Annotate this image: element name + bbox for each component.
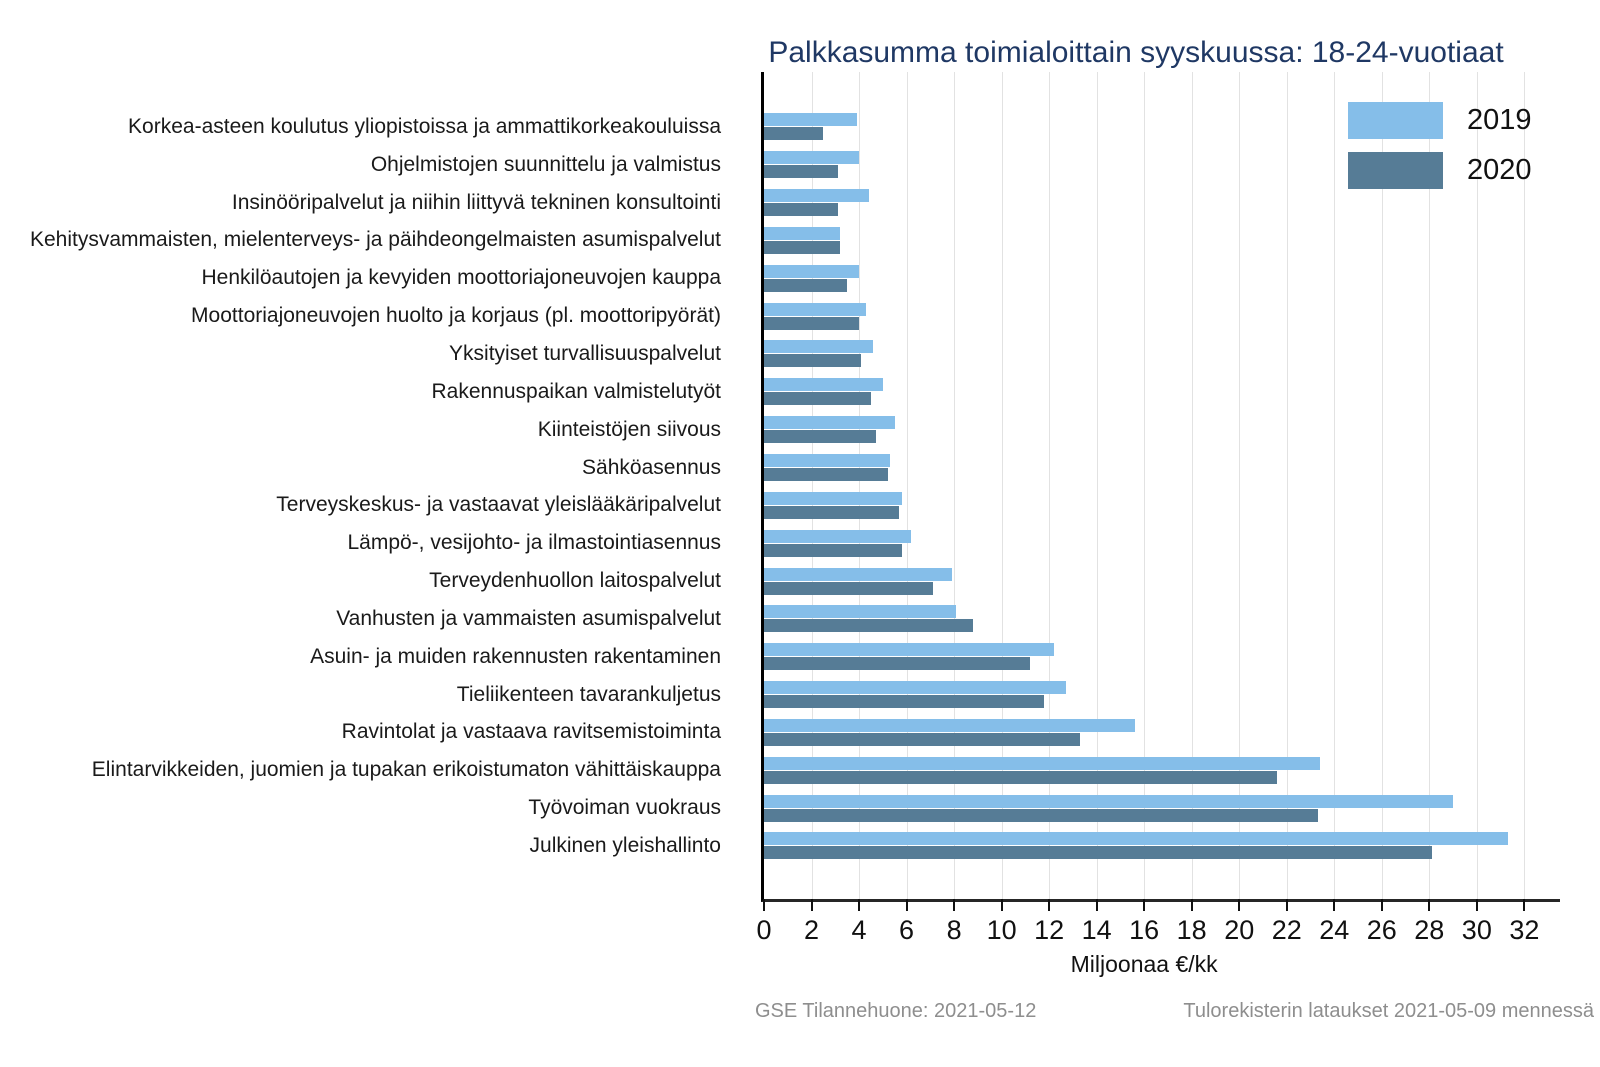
category-label: Kehitysvammaisten, mielenterveys- ja päihdeongelmaisten asumispalvelut bbox=[29, 228, 721, 252]
bar-group-row bbox=[764, 411, 1560, 449]
category-label: Rakennuspaikan valmistelutyöt bbox=[431, 379, 721, 403]
category-label: Yksityiset turvallisuuspalvelut bbox=[449, 341, 721, 365]
bar-2020 bbox=[764, 392, 871, 405]
x-tick-24 bbox=[1333, 899, 1335, 911]
bar-group-row bbox=[764, 259, 1560, 297]
bar-2020 bbox=[764, 544, 902, 557]
x-tick-4 bbox=[858, 899, 860, 911]
x-tick-8 bbox=[953, 899, 955, 911]
category-label: Terveydenhuollon laitospalvelut bbox=[429, 569, 721, 593]
x-tick-22 bbox=[1286, 899, 1288, 911]
bar-2020 bbox=[764, 317, 859, 330]
bar-2020 bbox=[764, 771, 1277, 784]
plot-area bbox=[756, 72, 1560, 977]
bar-group-row bbox=[764, 714, 1560, 752]
x-tick-6 bbox=[906, 899, 908, 911]
bar-group-row bbox=[764, 638, 1560, 676]
bar-2020 bbox=[764, 695, 1044, 708]
category-label: Lämpö-, vesijohto- ja ilmastointiasennus bbox=[347, 531, 721, 555]
bar-2019 bbox=[764, 227, 840, 240]
bar-group-row bbox=[764, 676, 1560, 714]
x-tick-0 bbox=[763, 899, 765, 911]
bar-2020 bbox=[764, 127, 823, 140]
x-tick-2 bbox=[811, 899, 813, 911]
bar-2019 bbox=[764, 492, 902, 505]
x-tick-label-32: 32 bbox=[1509, 915, 1540, 945]
x-tick-label-30: 30 bbox=[1461, 915, 1492, 945]
bar-2020 bbox=[764, 506, 899, 519]
x-tick-label-24: 24 bbox=[1319, 915, 1350, 945]
x-tick-label-4: 4 bbox=[851, 915, 867, 945]
category-label: Korkea-asteen koulutus yliopistoissa ja ammattikorkeakouluissa bbox=[128, 114, 721, 138]
bar-2019 bbox=[764, 416, 895, 429]
bar-2019 bbox=[764, 265, 859, 278]
category-label: Työvoiman vuokraus bbox=[528, 796, 721, 820]
bar-2019 bbox=[764, 681, 1066, 694]
bar-group-row bbox=[764, 789, 1560, 827]
bar-group-row bbox=[764, 297, 1560, 335]
bar-2019 bbox=[764, 454, 890, 467]
bar-group-row bbox=[764, 184, 1560, 222]
bar-2020 bbox=[764, 430, 876, 443]
x-tick-label-2: 2 bbox=[804, 915, 820, 945]
category-label: Tieliikenteen tavarankuljetus bbox=[456, 682, 721, 706]
legend-label-2019: 2019 bbox=[1467, 104, 1532, 136]
bar-2019 bbox=[764, 151, 859, 164]
footer-source-left: GSE Tilannehuone: 2021-05-12 bbox=[755, 1000, 1037, 1022]
bar-2020 bbox=[764, 279, 847, 292]
x-tick-label-0: 0 bbox=[756, 915, 772, 945]
bar-group-row bbox=[764, 562, 1560, 600]
bar-2019 bbox=[764, 757, 1320, 770]
category-label: Moottoriajoneuvojen huolto ja korjaus (pl. moottoripyörät) bbox=[191, 304, 721, 328]
bar-2020 bbox=[764, 165, 838, 178]
x-tick-label-20: 20 bbox=[1224, 915, 1255, 945]
x-tick-label-14: 14 bbox=[1081, 915, 1112, 945]
x-tick-label-10: 10 bbox=[986, 915, 1017, 945]
category-label: Ravintolat ja vastaava ravitsemistoiminta bbox=[341, 720, 721, 744]
y-axis-category-labels bbox=[0, 108, 741, 865]
bar-2020 bbox=[764, 468, 888, 481]
category-label: Insinööripalvelut ja niihin liittyvä tekninen konsultointi bbox=[231, 190, 721, 214]
category-label: Ohjelmistojen suunnittelu ja valmistus bbox=[370, 152, 721, 176]
x-tick-label-26: 26 bbox=[1366, 915, 1397, 945]
category-label: Henkilöautojen ja kevyiden moottoriajoneuvojen kauppa bbox=[201, 266, 721, 290]
bar-2020 bbox=[764, 582, 933, 595]
x-tick-12 bbox=[1048, 899, 1050, 911]
x-tick-14 bbox=[1096, 899, 1098, 911]
bar-group-row bbox=[764, 486, 1560, 524]
bar-2020 bbox=[764, 733, 1080, 746]
category-label: Kiinteistöjen siivous bbox=[537, 417, 721, 441]
footer-source-right: Tulorekisterin lataukset 2021-05-09 mennessä bbox=[1183, 1000, 1594, 1022]
bar-2020 bbox=[764, 619, 973, 632]
x-tick-18 bbox=[1191, 899, 1193, 911]
chart-title: Palkkasumma toimialoittain syyskuussa: 18-24-vuotiaat bbox=[768, 36, 1504, 69]
x-tick-label-12: 12 bbox=[1034, 915, 1065, 945]
bar-2019 bbox=[764, 795, 1453, 808]
legend-item-2020 bbox=[1348, 152, 1532, 189]
bar-2019 bbox=[764, 832, 1508, 845]
legend bbox=[1348, 102, 1532, 189]
legend-swatch-2020 bbox=[1348, 152, 1443, 189]
bar-group-row bbox=[764, 751, 1560, 789]
bar-rows bbox=[764, 108, 1560, 865]
x-tick-label-8: 8 bbox=[946, 915, 962, 945]
bar-group-row bbox=[764, 335, 1560, 373]
bar-group-row bbox=[764, 827, 1560, 865]
x-tick-label-28: 28 bbox=[1414, 915, 1445, 945]
bar-2019 bbox=[764, 303, 866, 316]
bar-2019 bbox=[764, 568, 952, 581]
bar-2019 bbox=[764, 530, 911, 543]
x-tick-label-22: 22 bbox=[1271, 915, 1302, 945]
bar-2020 bbox=[764, 241, 840, 254]
x-tick-28 bbox=[1428, 899, 1430, 911]
category-label: Julkinen yleishallinto bbox=[529, 833, 721, 857]
bar-2020 bbox=[764, 203, 838, 216]
bar-group-row bbox=[764, 524, 1560, 562]
bar-group-row bbox=[764, 373, 1560, 411]
bar-2019 bbox=[764, 113, 857, 126]
bar-group-row bbox=[764, 222, 1560, 260]
bar-group-row bbox=[764, 600, 1560, 638]
bar-group-row bbox=[764, 449, 1560, 487]
bar-2019 bbox=[764, 643, 1054, 656]
bar-2020 bbox=[764, 354, 861, 367]
x-tick-32 bbox=[1523, 899, 1525, 911]
x-tick-label-16: 16 bbox=[1129, 915, 1160, 945]
x-tick-label-6: 6 bbox=[899, 915, 915, 945]
category-label: Asuin- ja muiden rakennusten rakentaminen bbox=[310, 644, 721, 668]
x-tick-20 bbox=[1238, 899, 1240, 911]
bar-2020 bbox=[764, 846, 1432, 859]
legend-item-2019 bbox=[1348, 102, 1532, 139]
category-label: Elintarvikkeiden, juomien ja tupakan erikoistumaton vähittäiskauppa bbox=[91, 758, 721, 782]
category-label: Vanhusten ja vammaisten asumispalvelut bbox=[336, 606, 721, 630]
legend-swatch-2019 bbox=[1348, 102, 1443, 139]
bar-2019 bbox=[764, 605, 956, 618]
category-label: Terveyskeskus- ja vastaavat yleislääkäripalvelut bbox=[276, 493, 721, 517]
bar-2019 bbox=[764, 719, 1135, 732]
x-tick-16 bbox=[1143, 899, 1145, 911]
bar-2020 bbox=[764, 657, 1030, 670]
x-tick-26 bbox=[1381, 899, 1383, 911]
x-tick-label-18: 18 bbox=[1176, 915, 1207, 945]
bar-2019 bbox=[764, 378, 883, 391]
bar-2020 bbox=[764, 809, 1318, 822]
bar-2019 bbox=[764, 189, 869, 202]
category-label: Sähköasennus bbox=[582, 455, 721, 479]
legend-label-2020: 2020 bbox=[1467, 154, 1532, 186]
bar-2019 bbox=[764, 340, 873, 353]
x-axis-title: Miljoonaa €/kk bbox=[1070, 951, 1218, 977]
x-tick-30 bbox=[1476, 899, 1478, 911]
x-tick-10 bbox=[1001, 899, 1003, 911]
